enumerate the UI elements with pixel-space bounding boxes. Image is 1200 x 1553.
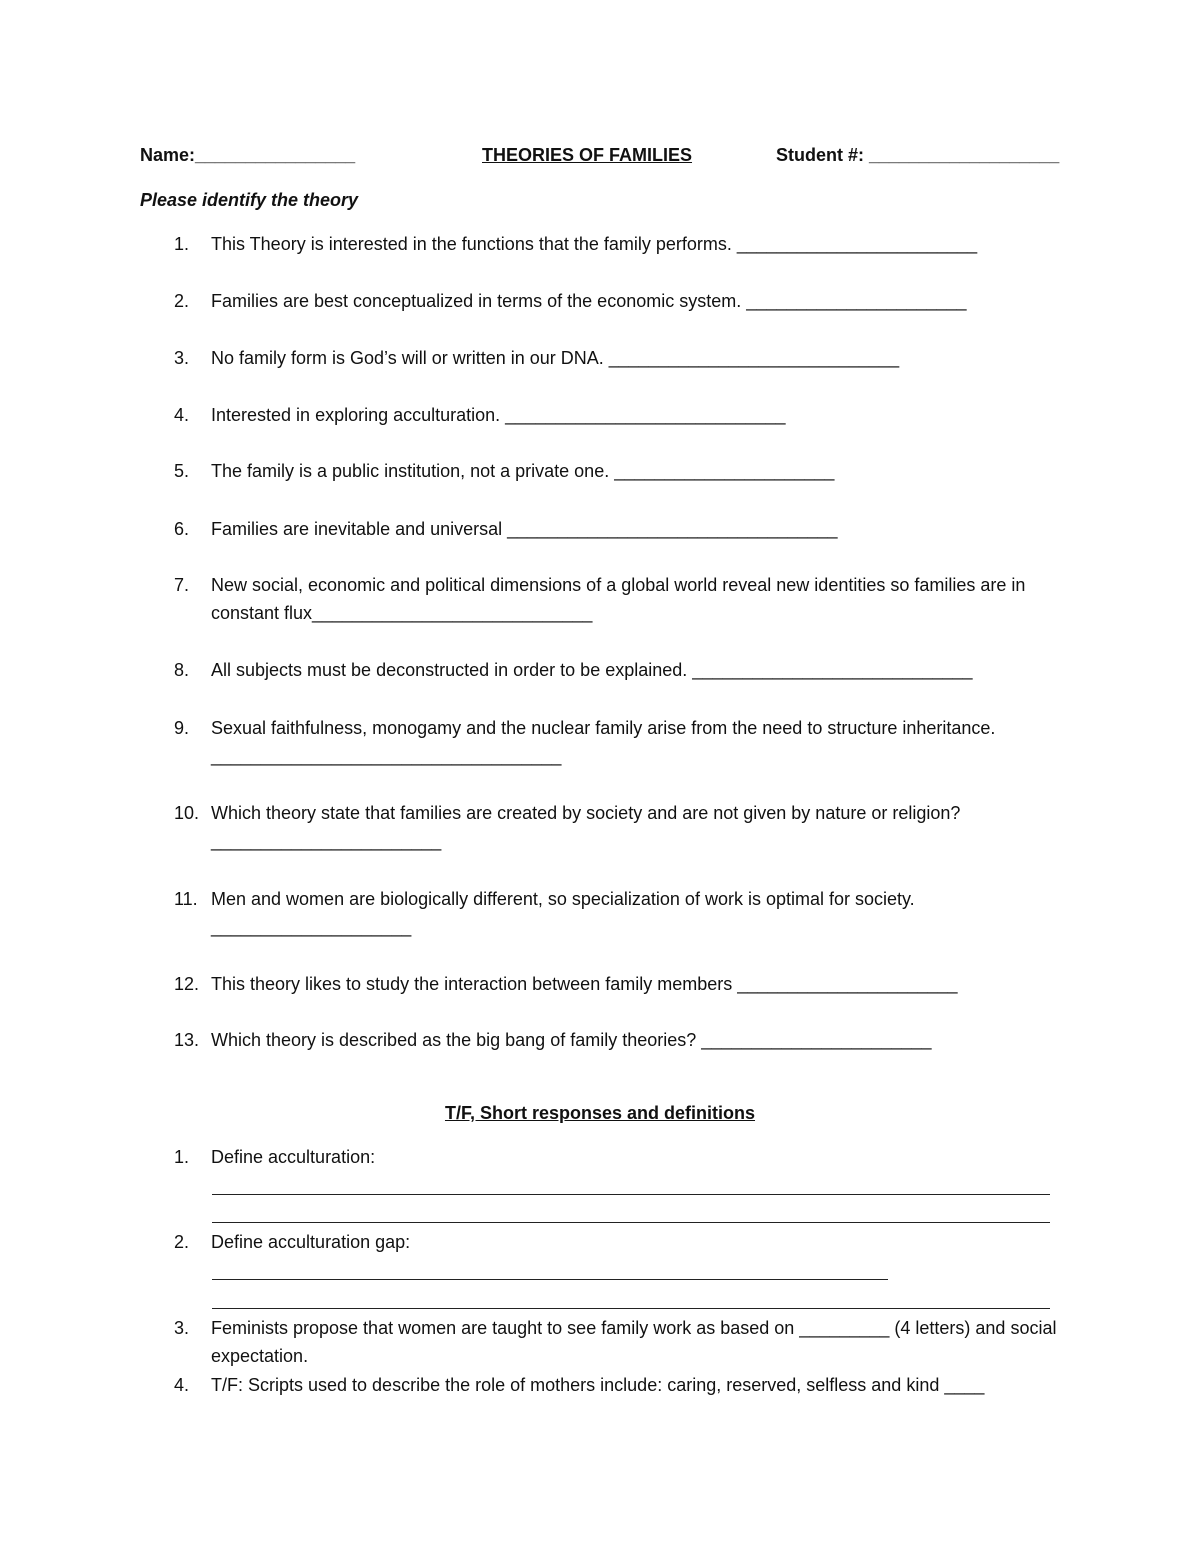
short-question-1 xyxy=(174,1143,1064,1171)
question-text: Interested in exploring acculturation. ____________________________ xyxy=(211,405,786,425)
question-text: This Theory is interested in the functions that the family performs. ________________________ xyxy=(211,234,978,254)
answer-line xyxy=(212,1279,888,1280)
student-number-label: Student #: ___________________ xyxy=(776,145,1060,165)
question-7 xyxy=(174,571,1064,627)
question-11 xyxy=(174,885,1064,941)
short-question-2 xyxy=(174,1228,1064,1256)
answer-line xyxy=(212,1222,1050,1223)
short-question-4 xyxy=(174,1371,1064,1399)
question-text: Feminists propose that women are taught to see family work as based on _________ (4 letters) and social expectation. xyxy=(211,1318,1057,1366)
question-number: 2. xyxy=(174,291,190,311)
question-number: 13. xyxy=(174,1030,200,1050)
header xyxy=(140,145,1060,169)
question-text: Families are best conceptualized in terms of the economic system. ______________________ xyxy=(211,291,967,311)
question-number: 4. xyxy=(174,1375,190,1395)
question-number: 8. xyxy=(174,660,190,680)
question-text: This theory likes to study the interaction between family members ______________________ xyxy=(211,974,958,994)
section-heading: T/F, Short responses and definitions xyxy=(444,1103,756,1123)
answer-line xyxy=(212,1308,1050,1309)
question-10 xyxy=(174,799,1064,855)
question-number: 2. xyxy=(174,1232,190,1252)
question-text: Men and women are biologically different, so specialization of work is optimal for society. ____________________ xyxy=(211,889,915,937)
question-text: No family form is God’s will or written in our DNA. _____________________________ xyxy=(211,348,900,368)
question-number: 3. xyxy=(174,348,190,368)
question-text: T/F: Scripts used to describe the role of mothers include: caring, reserved, selfless and kind ____ xyxy=(211,1375,985,1395)
question-number: 1. xyxy=(174,234,190,254)
name-label: Name:________________ xyxy=(140,145,356,165)
question-2 xyxy=(174,287,1064,315)
question-number: 10. xyxy=(174,803,200,823)
question-text: Define acculturation: xyxy=(211,1147,376,1167)
question-number: 11. xyxy=(174,889,198,909)
question-number: 7. xyxy=(174,575,190,595)
page-title: THEORIES OF FAMILIES xyxy=(482,145,693,165)
question-number: 6. xyxy=(174,519,190,539)
question-text: Which theory state that families are created by society and are not given by nature or religion? _______________________ xyxy=(211,803,961,851)
question-12 xyxy=(174,970,1064,998)
question-text: The family is a public institution, not a private one. ______________________ xyxy=(211,461,835,481)
question-text: New social, economic and political dimensions of a global world reveal new identities so families are in constant flux____________________________ xyxy=(211,575,1026,623)
question-number: 9. xyxy=(174,718,190,738)
question-text: Families are inevitable and universal _________________________________ xyxy=(211,519,838,539)
question-number: 4. xyxy=(174,405,190,425)
question-text: Define acculturation gap: xyxy=(211,1232,411,1252)
question-text: All subjects must be deconstructed in order to be explained. ____________________________ xyxy=(211,660,973,680)
answer-line xyxy=(212,1194,1050,1195)
question-number: 12. xyxy=(174,974,200,994)
question-1 xyxy=(174,230,1064,258)
question-5 xyxy=(174,457,1064,485)
question-number: 5. xyxy=(174,461,190,481)
question-9 xyxy=(174,714,1064,770)
question-number: 3. xyxy=(174,1318,190,1338)
question-6 xyxy=(174,515,1064,543)
short-question-3 xyxy=(174,1314,1064,1370)
question-text: Sexual faithfulness, monogamy and the nuclear family arise from the need to structure inheritance. ___________________________________ xyxy=(211,718,996,766)
question-3 xyxy=(174,344,1064,372)
question-8 xyxy=(174,656,1064,684)
instructions: Please identify the theory xyxy=(140,190,359,210)
question-text: Which theory is described as the big bang of family theories? _______________________ xyxy=(211,1030,932,1050)
question-4 xyxy=(174,401,1064,429)
question-13 xyxy=(174,1026,1064,1054)
question-number: 1. xyxy=(174,1147,190,1167)
